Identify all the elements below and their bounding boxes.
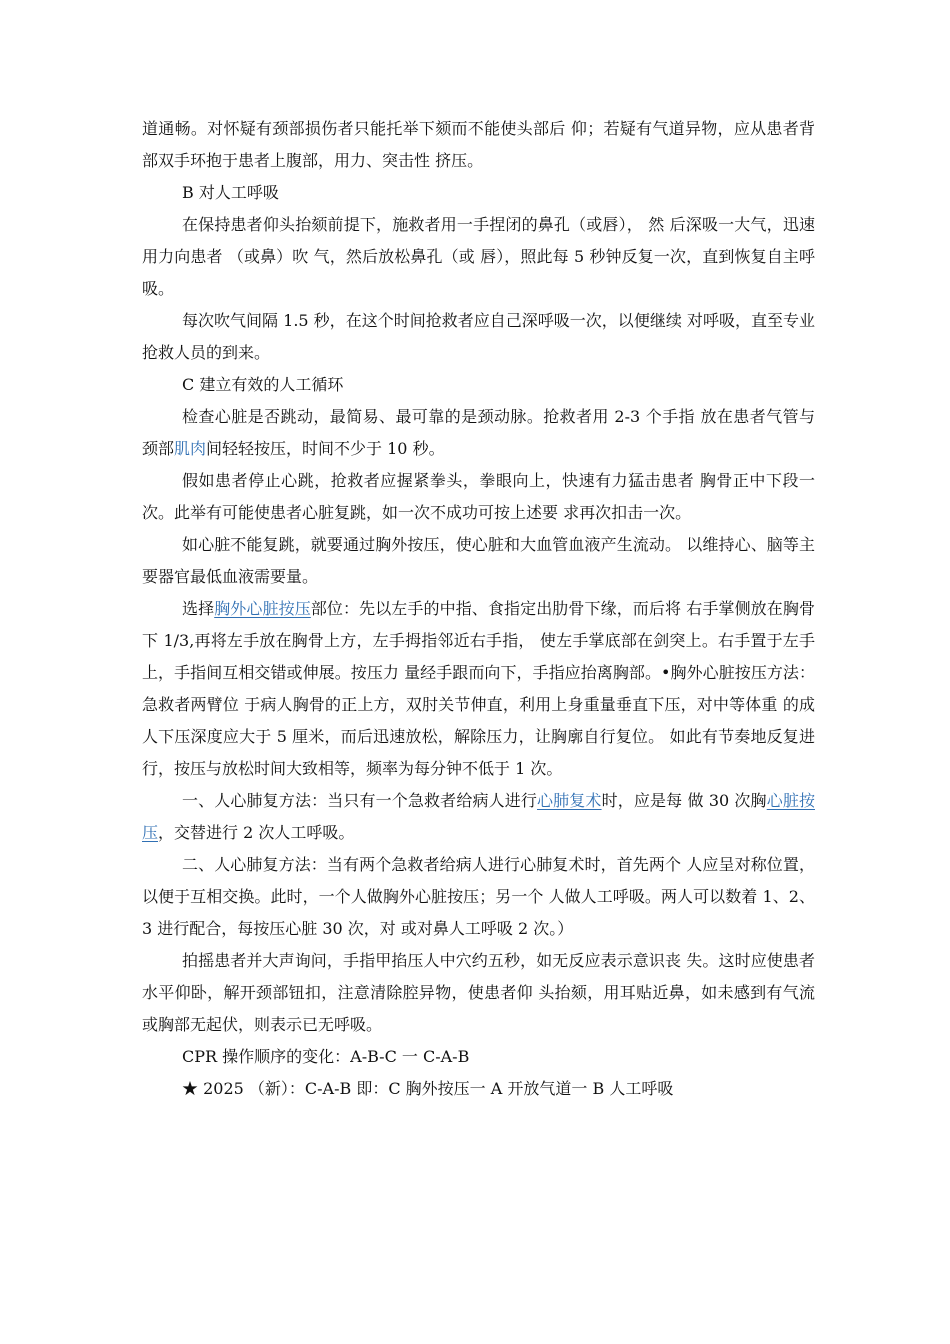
link-muscle[interactable]: 肌肉 xyxy=(174,439,207,458)
heading-c-circulation: C 建立有效的人工循环 xyxy=(182,375,344,394)
paragraph-check-pulse xyxy=(142,401,815,465)
text-segment: 时，应是每 做 30 次胸 xyxy=(601,791,767,810)
paragraph-chest-compression-purpose: 如心脏不能复跳，就要通过胸外按压，使心脏和大血管血液产生流动。 以维持心、脑等主要器官最低血液需要量。 xyxy=(142,535,815,586)
document-page xyxy=(142,113,815,1105)
paragraph-airway-continued: 道通畅。对怀疑有颈部损伤者只能托举下颏而不能使头部后 仰；若疑有气道异物，应从患者背部双手环抱于患者上腹部，用力、突击性 挤压。 xyxy=(142,119,815,170)
text-segment: 部位：先以左手的中指、食指定出肋骨下缘，而后将 右手掌侧放在胸骨下 1/3,再将左手放在胸骨上方，左手拇指邻近右手指， 使左手掌底部在剑突上。右手置于左手上，手指间互相交错或伸展。按压力 量经手跟而向下，手指应抬离胸部。•胸外心脏按压方法：急救者两臂位 于病人胸骨的正上方，双肘关节伸直，利用上身重量垂直下压，对中等体重 的成人下压深度应大于 5 厘米，而后迅速放松，解除压力，让胸廓自行复位。 如此有节奏地反复进行，按压与放松时间大致相等，频率为每分钟不低于 1 次。 xyxy=(142,599,815,778)
text-segment: 间轻轻按压，时间不少于 10 秒。 xyxy=(206,439,445,458)
heading-b-artificial-respiration: B 对人工呼吸 xyxy=(182,183,279,202)
text-segment: ，交替进行 2 次人工呼吸。 xyxy=(158,823,355,842)
link-chest-compression[interactable]: 胸外心脏按压 xyxy=(214,599,311,618)
text-segment: 一、人心肺复方法：当只有一个急救者给病人进行 xyxy=(182,791,538,810)
paragraph-two-rescuers: 二、人心肺复方法：当有两个急救者给病人进行心肺复术时，首先两个 人应呈对称位置，以便于互相交换。此时，一个人做胸外心脏按压；另一个 人做人工呼吸。两人可以数着 1、2、3 进行配合，每按压心脏 30 次，对 或对鼻人工呼吸 2 次。） xyxy=(142,855,815,938)
paragraph-2025-new-sequence: ★ 2025 （新）：C-A-B 即：C 胸外按压一 A 开放气道一 B 人工呼吸 xyxy=(182,1079,674,1098)
paragraph-precordial-thump: 假如患者停止心跳，抢救者应握紧拳头，拳眼向上，快速有力猛击患者 胸骨正中下段一次。此举有可能使患者心脏复跳，如一次不成功可按上述要 求再次扣击一次。 xyxy=(142,471,815,522)
paragraph-rescue-breathing: 在保持患者仰头抬颏前提下，施救者用一手捏闭的鼻孔（或唇）， 然 后深吸一大气，迅速用力向患者 （或鼻）吹 气，然后放松鼻孔（或 唇），照此每 5 秒钟反复一次，直到恢复自主呼吸。 xyxy=(142,215,815,298)
link-cpr[interactable]: 心肺复术 xyxy=(537,791,602,810)
paragraph-breath-interval: 每次吹气间隔 1.5 秒，在这个时间抢救者应自己深呼吸一次，以便继续 对呼吸，直至专业抢救人员的到来。 xyxy=(142,311,815,362)
link-heart-compression[interactable]: 心脏按压 xyxy=(142,791,815,842)
paragraph-compression-position xyxy=(142,593,815,785)
text-segment: 选择 xyxy=(182,599,215,618)
text-segment: 检查心脏是否跳动，最简易、最可靠的是颈动脉。抢救者用 2-3 个手指 放在患者气管与颈部 xyxy=(142,407,815,458)
paragraph-cpr-sequence-change: CPR 操作顺序的变化：A-B-C 一 C-A-B xyxy=(182,1047,470,1066)
paragraph-assess-consciousness: 拍摇患者并大声询问，手指甲掐压人中穴约五秒，如无反应表示意识丧 失。这时应使患者水平仰卧，解开颈部钮扣，注意清除腔异物，使患者仰 头抬颏，用耳贴近鼻，如未感到有气流或胸部无起伏，则表示已无呼吸。 xyxy=(142,951,815,1034)
paragraph-single-rescuer xyxy=(142,785,815,849)
